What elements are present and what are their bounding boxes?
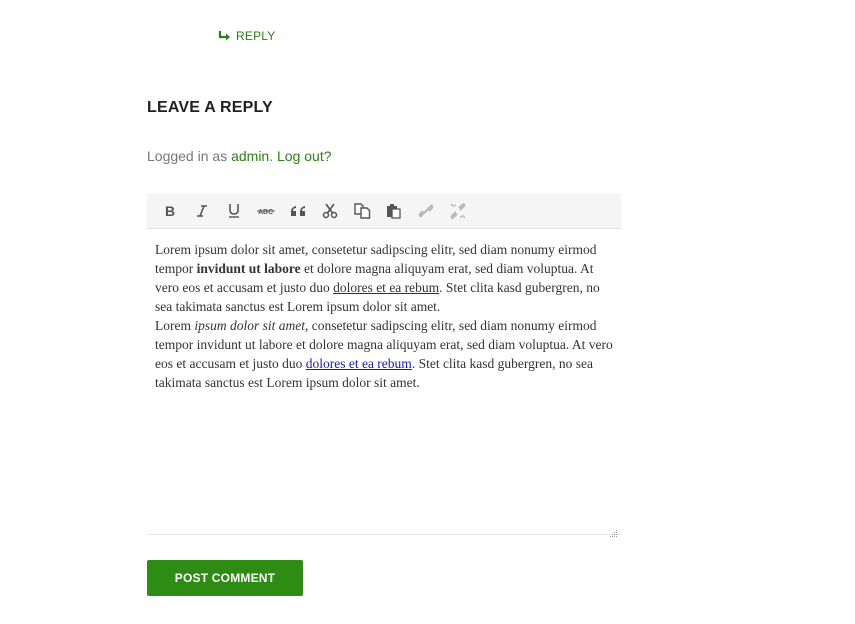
resize-handle-icon[interactable] (610, 524, 618, 532)
logout-link[interactable]: Log out? (277, 148, 332, 164)
user-link[interactable]: admin (231, 148, 270, 164)
comment-editor (147, 193, 621, 536)
text-run: et dolore magna aliquyam erat, sed diam voluptua. At vero eos et accusam et justo duo (155, 261, 594, 295)
underlined-text: dolores et ea rebum (333, 280, 440, 295)
underline-icon (227, 203, 241, 218)
underline-button[interactable] (218, 197, 250, 225)
text-run: . Stet clita kasd gubergren, no sea takimata sanctus est Lorem ipsum dolor sit amet. (155, 356, 594, 390)
paste-button[interactable] (378, 197, 410, 225)
text-run: . Stet clita kasd gubergren, no sea takimata sanctus est Lorem ipsum dolor sit amet. (155, 280, 600, 314)
comment-paragraph-2 (155, 316, 613, 392)
bold-text: invidunt ut labore (196, 261, 301, 276)
editor-toolbar (147, 193, 621, 229)
italic-icon (195, 204, 209, 218)
content-link[interactable]: dolores et ea rebum (305, 356, 412, 371)
logged-in-separator: . (269, 148, 274, 164)
strikethrough-icon (257, 205, 275, 217)
strikethrough-button[interactable] (250, 197, 282, 225)
blockquote-button[interactable] (282, 197, 314, 225)
reply-link[interactable] (218, 29, 275, 43)
quote-icon (290, 204, 306, 218)
svg-text:ABC: ABC (258, 208, 274, 216)
paste-icon (386, 203, 402, 219)
logged-in-prefix: Logged in as (147, 148, 228, 164)
reply-label: REPLY (236, 29, 276, 43)
text-run: Lorem ipsum dolor sit amet, consetetur sadipscing elitr, sed diam nonumy eirmod tempor (155, 242, 597, 276)
reply-arrow-icon (218, 30, 232, 42)
italic-text: ipsum dolor sit amet, (194, 318, 309, 333)
link-icon (418, 203, 434, 219)
scissors-icon (322, 203, 338, 219)
bold-button[interactable] (154, 197, 186, 225)
italic-button[interactable] (186, 197, 218, 225)
copy-icon (354, 203, 371, 219)
copy-button[interactable] (346, 197, 378, 225)
text-run: Lorem (155, 318, 195, 333)
svg-text:B: B (165, 203, 176, 218)
bold-icon (163, 204, 177, 218)
leave-reply-title: LEAVE A REPLY (147, 99, 273, 116)
comment-textarea[interactable] (147, 229, 621, 535)
unlink-button[interactable] (442, 197, 474, 225)
unlink-icon (449, 202, 467, 220)
comment-paragraph-1 (155, 240, 613, 316)
post-comment-button[interactable]: POST COMMENT (147, 560, 303, 596)
cut-button[interactable] (314, 197, 346, 225)
link-button[interactable] (410, 197, 442, 225)
logged-in-as (147, 148, 332, 164)
text-run: consetetur sadipscing elitr, sed diam nonumy eirmod tempor invidunt ut labore et dolore magna aliquyam erat, sed diam voluptua. At vero eos et accusam et justo duo (155, 318, 613, 371)
